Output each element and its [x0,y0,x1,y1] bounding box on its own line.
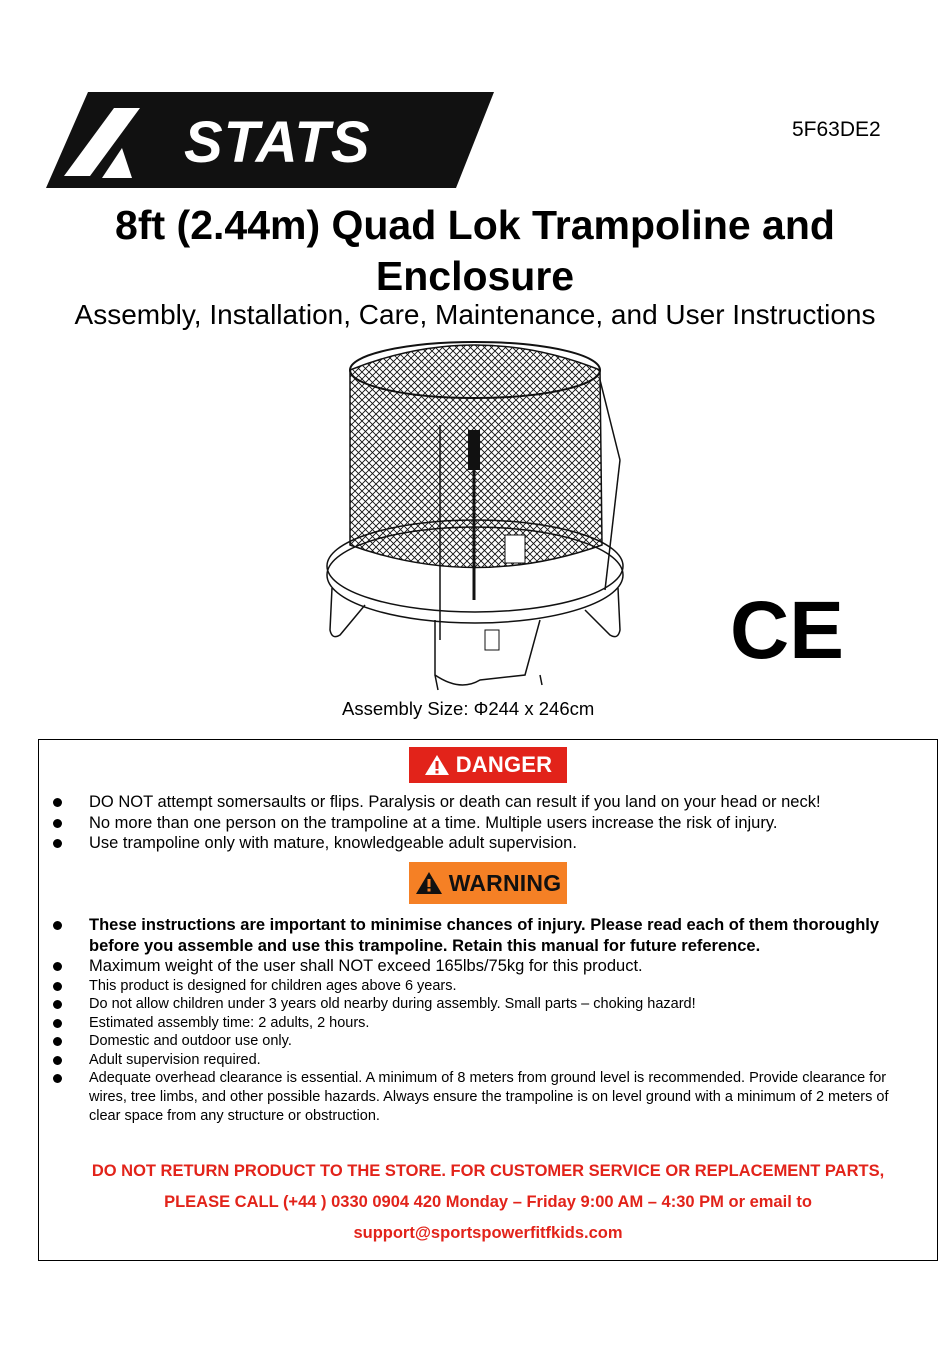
page-title-line2: Enclosure [375,253,575,299]
danger-sign [409,747,567,783]
stats-logo [44,90,494,190]
warning-triangle-icon [424,754,450,776]
list-item: This product is designed for children ages above 6 years. [48,977,919,996]
list-item: Adequate overhead clearance is essential. A minimum of 8 meters from ground level is recommended. Provide clearance for wires, tree limbs, and other possible hazards. Always ensure the trampoline is on level ground with a minimum of 2 meters of clear space from any structure or obstruction. [48,1069,919,1125]
list-item: Estimated assembly time: 2 adults, 2 hours. [48,1014,919,1033]
contact-line2: PLEASE CALL (+44 ) 0330 0904 420 Monday – Friday 9:00 AM – 4:30 PM or email to [164,1193,812,1211]
list-item: No more than one person on the trampoline at a time. Multiple users increase the risk of injury. [48,813,919,834]
warning-list [48,915,919,1125]
danger-label: DANGER [455,752,553,777]
assembly-size: Assembly Size: Φ244 x 246cm [342,698,595,719]
warning-label: WARNING [448,869,562,896]
warning-triangle-icon [415,871,443,895]
svg-text:CE: CE [730,585,844,676]
list-item: DO NOT attempt somersaults or flips. Paralysis or death can result if you land on your head or neck! [48,792,919,813]
trampoline-illustration [320,330,630,695]
danger-list [48,792,919,854]
ce-mark [730,585,844,676]
list-item: Adult supervision required. [48,1051,919,1070]
warning-sign [409,862,567,904]
page-title-line1: 8ft (2.44m) Quad Lok Trampoline and [115,202,835,248]
list-item: Use trampoline only with mature, knowledgeable adult supervision. [48,833,919,854]
list-item: Do not allow children under 3 years old nearby during assembly. Small parts – choking hazard! [48,995,919,1014]
logo-wordmark: STATS [184,110,371,175]
page-subtitle: Assembly, Installation, Care, Maintenance, and User Instructions [74,299,876,330]
contact-email[interactable]: support@sportspowerfitfkids.com [353,1224,623,1242]
model-code: 5F63DE2 [792,118,881,141]
contact-line1: DO NOT RETURN PRODUCT TO THE STORE. FOR CUSTOMER SERVICE OR REPLACEMENT PARTS, [91,1162,885,1180]
list-item: Domestic and outdoor use only. [48,1032,919,1051]
list-item: These instructions are important to minimise chances of injury. Please read each of them thoroughly before you assemble and use this trampoline. Retain this manual for future reference. [48,915,919,956]
list-item: Maximum weight of the user shall NOT exceed 165lbs/75kg for this product. [48,956,919,977]
